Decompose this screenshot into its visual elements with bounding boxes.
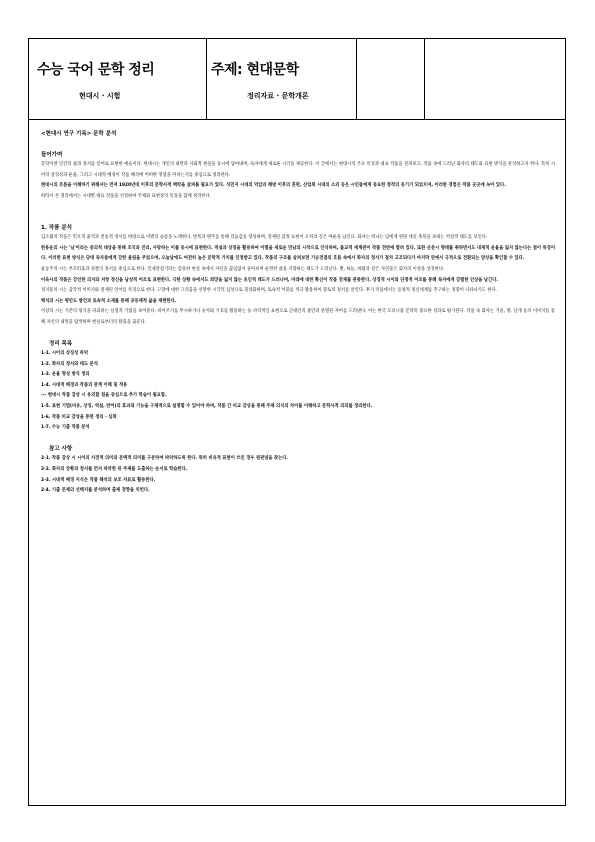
analysis-paragraph-1: 김소월의 작품은 민요적 율격과 전통적 정서를 바탕으로 이별의 슬픔을 노래한다. 반복과 변주를 통해 리듬감을 형성하며, 절제된 감정 표현이 오히려 깊은 여운을 남긴다. 화자는 떠나는 임에게 원망 대신 축복을 보내는 역설적 태도를 보인다. <box>41 235 488 241</box>
header-table <box>29 39 565 120</box>
list1-item: 1-2. 화자의 정서와 태도 분석 <box>41 361 98 367</box>
list1-item: 1-3. 운율 형성 방식 정리 <box>41 372 90 378</box>
list1-item: 1-6. 작품 비교 감상을 통한 정리 - 심화 <box>41 414 117 420</box>
analysis-paragraph-3: 윤동주의 시는 부끄러움과 성찰의 정서를 중심으로 한다. 일제강점기라는 암울한 현실 속에서 자신을 끊임없이 돌아보며 순결한 삶을 지향하는 태도가 드러난다. 별, 하늘, 바람과 같은 자연물은 화자의 이상을 상징한다. <box>41 266 445 272</box>
list2-item: 2-1. 작품 감상 시 시어의 사전적 의미와 문맥적 의미를 구분하여 파악하도록 한다. 특히 비유적 표현이 쓰인 경우 원관념을 찾는다. <box>41 456 289 462</box>
header-cell-empty-1 <box>357 39 425 119</box>
analysis-paragraph-2: 한용운의 시는 '님'이라는 중의적 대상을 통해 조국과 진리, 사랑하는 이를 동시에 표현한다. 역설과 상징을 활용하여 이별을 새로운 만남의 시작으로 인식하며, 불교적 세계관이 작품 전반에 깔려 있다. 또한 산문시 형태를 취하면서도 내재적 운율을 잃지 않는다는 점이 특징이다. 이러한 표현 방식은 당대 독자들에게 강한 울림을 주었으며, 오늘날에도 여전히 높은 문학적 가치를 인정받고 있다. 작품의 구조를 살펴보면 기승전결의 흐름 속에서 화자의 정서가 점차 고조되다가 마지막 연에서 극적으로 전환되는 양상을 확인할 수 있다. <box>41 245 555 262</box>
section-title-intro: 들어가며 <box>41 151 63 158</box>
intro-paragraph-2: 현대시의 흐름을 이해하기 위해서는 먼저 1920년대 이후의 문학사적 맥락을 살펴볼 필요가 있다. 식민지 시대의 억압과 해방 이후의 혼란, 산업화 시대의 소외 등은 시인들에게 중요한 창작의 동기가 되었으며, 이러한 경험은 작품 곳곳에 녹아 있다. <box>41 183 506 189</box>
header-title-left: 수능 국어 문학 정리 <box>37 62 155 78</box>
header-title-mid: 주제: 현대문학 <box>211 62 299 78</box>
header-subtitle-mid: 정리자료 · 문학개론 <box>247 92 309 100</box>
list1-item: 1-5. 표현 기법(비유, 상징, 역설, 반어)의 효과와 기능을 구체적으로 설명할 수 있어야 하며, 작품 간 비교 감상을 통해 주제 의식의 차이를 이해하고 문학사적 의의를 정리한다. <box>41 404 373 410</box>
header-cell-subject <box>29 39 207 119</box>
top-label: <현대시 연구 기록> 문학 분석 <box>41 131 117 137</box>
list1-title: 정리 목록 <box>49 340 73 347</box>
header-subtitle-left: 현대시 · 시험 <box>79 92 121 100</box>
list2-item: 2-2. 화자의 상황과 정서를 먼저 파악한 뒤 주제를 도출하는 순서로 학습한다. <box>41 467 188 473</box>
analysis-paragraph-7: 이상의 시는 기존의 형식을 파괴하는 실험적 기법을 보여준다. 띄어쓰기를 무시하거나 숫자와 기호를 활용하는 등 파격적인 표현으로 근대인의 불안과 분열된 자아를 드러낸다. 이는 한국 모더니즘 문학의 중요한 성과로 평가된다. 작품 속 화자는 거울, 방, 날개 등의 이미지를 통해 자신의 내면을 탐색하며 현실로부터의 탈출을 꿈꾼다. <box>41 309 555 325</box>
analysis-paragraph-4: 이육사의 작품은 강인한 의지와 저항 정신을 남성적 어조로 표현한다. 극한 상황 속에서도 희망을 잃지 않는 초인적 태도가 드러나며, 미래에 대한 확신이 작품 전체를 관통한다. 상징적 시어와 단정적 어조를 통해 독자에게 강렬한 인상을 남긴다. <box>41 277 499 283</box>
list2-title: 참고 사항 <box>49 445 73 452</box>
page-frame <box>28 38 566 806</box>
list1-item: 1-7. 수능 기출 작품 분석 <box>41 425 90 431</box>
analysis-paragraph-5: 정지용의 시는 감각적 이미지와 절제된 언어를 특징으로 한다. 고향에 대한 그리움을 선명한 시각적 심상으로 형상화하며, 토속적 어휘를 적극 활용하여 향토적 정서를 살린다. 후기 작품에서는 동양적 정신세계를 추구하는 경향이 나타나기도 한다. <box>41 288 497 294</box>
list2-item: 2-4. 기출 문제의 선택지를 분석하며 출제 경향을 익힌다. <box>41 488 150 494</box>
list1-item: 1-1. 시어의 상징성 파악 <box>41 351 89 357</box>
header-cell-empty-2 <box>425 39 565 119</box>
intro-paragraph-3: 따라서 본 정리에서는 시대별 대표 작품을 선정하여 주제와 표현상의 특징을 함께 정리한다. <box>41 193 211 199</box>
analysis-paragraph-6: 백석의 시는 평안도 방언과 토속적 소재를 통해 공동체적 삶을 재현한다. <box>41 298 177 304</box>
section-title-analysis: 1. 작품 분석 <box>41 224 72 231</box>
list1-item: 1-4. 시대적 배경과 작품의 관계 이해 및 적용 <box>41 382 128 388</box>
list1-item: --- 현대시 작품 감상 시 유의할 점을 중심으로 추가 학습이 필요함. <box>41 393 167 399</box>
header-cell-topic <box>207 39 357 119</box>
intro-paragraph-1: 문학이란 인간의 삶과 정서를 언어로 표현한 예술이다. 현대시는 개인의 내면과 사회적 현실을 동시에 담아내며, 독자에게 새로운 시각을 제공한다. 이 글에서는 현대시의 주요 특징과 대표 작품을 살펴보고, 작품 속에 드러난 화자의 태도와 표현 방식을 분석하고자 한다. 특히 시어의 상징성과 운율, 그리고 시대적 배경이 작품 해석에 어떠한 영향을 미치는지를 중심으로 정리한다. <box>41 162 555 178</box>
document-body <box>41 129 555 497</box>
list2-item: 2-3. 시대적 배경 지식은 작품 해석의 보조 자료로 활용한다. <box>41 477 156 483</box>
